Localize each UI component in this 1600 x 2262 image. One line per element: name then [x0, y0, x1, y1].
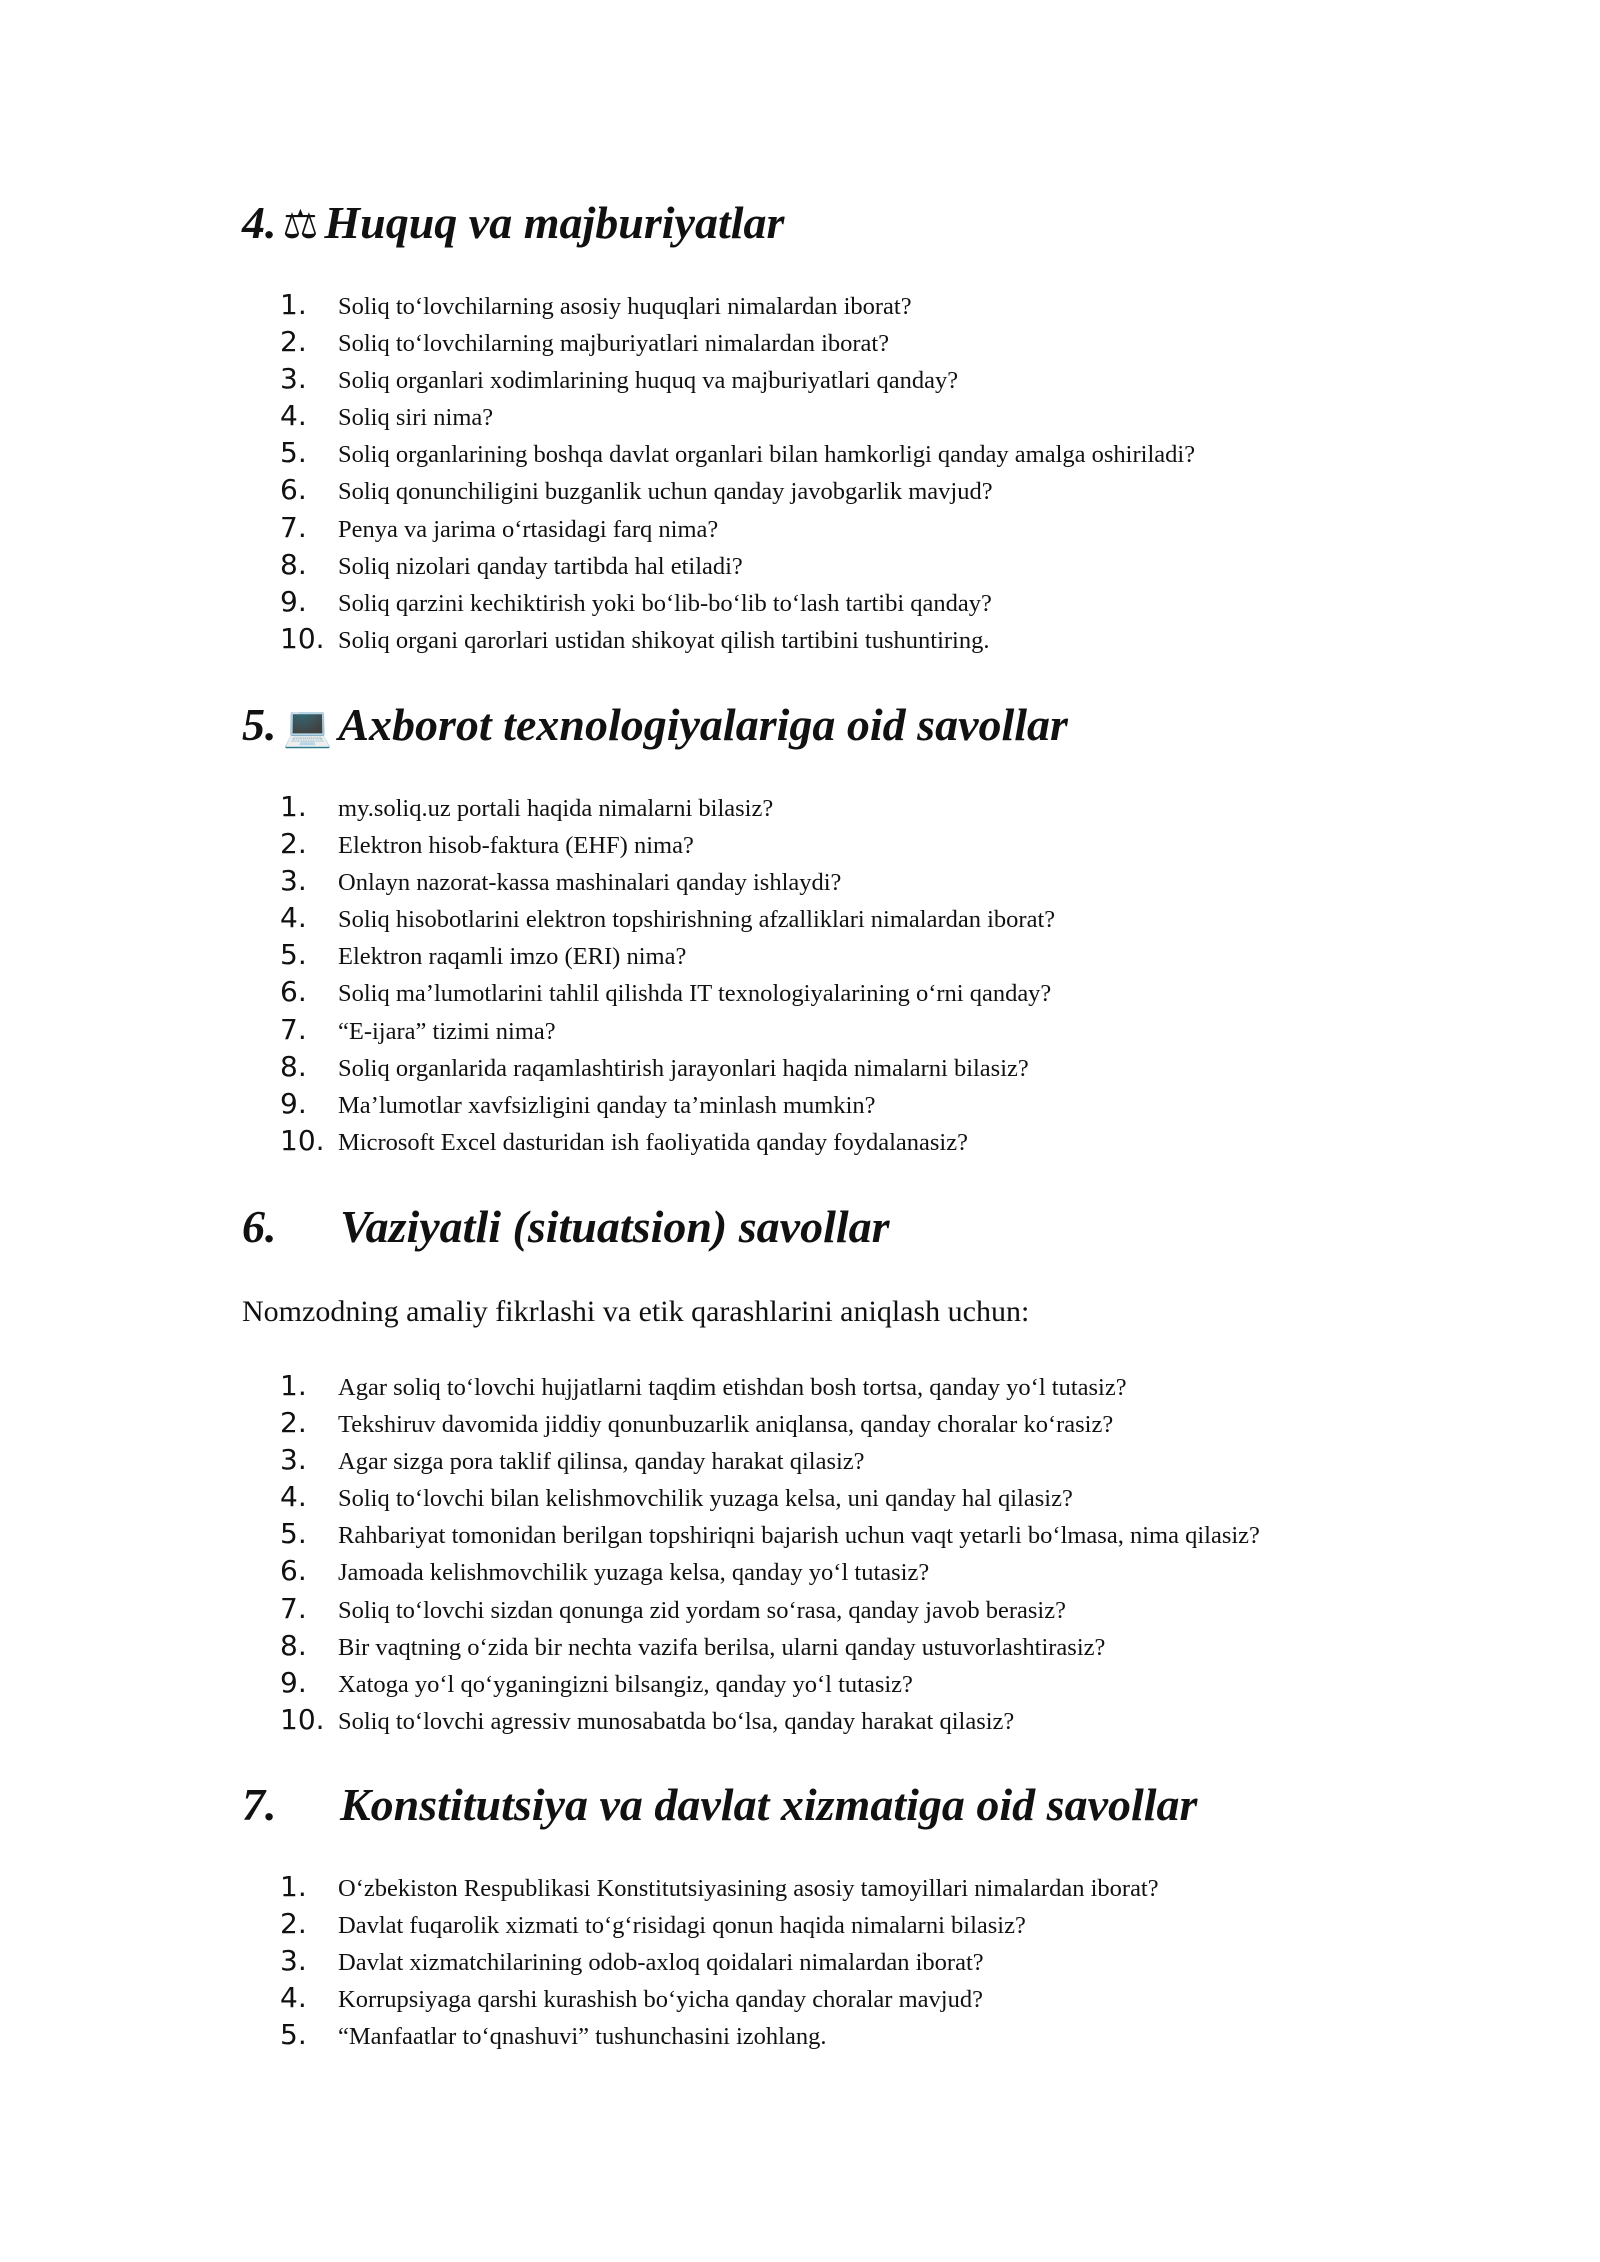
question-text: Soliq nizolari qanday tartibda hal etiladi? [338, 552, 743, 580]
question-number: 7. [280, 510, 307, 544]
section-6-heading [242, 1197, 890, 1257]
balance-scale-icon: ⚖ [282, 202, 319, 248]
question-item [280, 1944, 1159, 1981]
question-item [280, 436, 1195, 473]
question-item [280, 975, 1055, 1012]
section-7-heading [242, 1775, 1197, 1835]
question-text: Xatoga yo‘l qo‘yganingizni bilsangiz, qanday yo‘l tutasiz? [338, 1670, 913, 1698]
question-number: 6. [280, 1554, 307, 1588]
question-text: Jamoada kelishmovchilik yuzaga kelsa, qanday yo‘l tutasiz? [338, 1559, 930, 1587]
section-number: 6. [242, 1201, 277, 1252]
section-6-question-list [280, 1369, 1260, 1740]
question-item [280, 1629, 1260, 1666]
question-number: 1. [280, 288, 307, 321]
question-number: 6. [280, 473, 307, 507]
question-item [280, 362, 1195, 399]
section-5-heading [242, 695, 1068, 757]
question-text: O‘zbekiston Respublikasi Konstitutsiyasining asosiy tamoyillari nimalardan iborat? [338, 1875, 1159, 1902]
section-title: Huquq va majburiyatlar [324, 197, 785, 248]
question-text: “Manfaatlar to‘qnashuvi” tushunchasini izohlang. [338, 2023, 827, 2051]
question-text: Davlat fuqarolik xizmati to‘g‘risidagi qonun haqida nimalarni bilasiz? [338, 1912, 1026, 1940]
section-7-question-list [280, 1870, 1159, 2055]
question-text: my.soliq.uz portali haqida nimalarni bilasiz? [338, 795, 774, 822]
section-5-question-list [280, 790, 1055, 1161]
question-text: Soliq to‘lovchi bilan kelishmovchilik yuzaga kelsa, uni qanday hal qilasiz? [338, 1485, 1073, 1513]
question-number: 4. [280, 1981, 307, 2015]
question-number: 9. [280, 1086, 307, 1120]
question-item [280, 864, 1055, 901]
question-item [280, 511, 1195, 548]
question-number: 7. [280, 1591, 307, 1625]
question-item [280, 901, 1055, 938]
question-number: 8. [280, 547, 307, 581]
section-6-intro: Nomzodning amaliy fikrlashi va etik qarashlarini aniqlash uchun: [242, 1295, 1030, 1328]
section-number: 7. [242, 1779, 277, 1830]
question-item [280, 399, 1195, 436]
question-text: Ma’lumotlar xavfsizligini qanday ta’minlash mumkin? [338, 1091, 876, 1119]
question-text: Soliq organlarining boshqa davlat organlari bilan hamkorligi qanday amalga oshiriladi? [338, 441, 1196, 469]
section-4-question-list [280, 288, 1195, 659]
section-title: Konstitutsiya va davlat xizmatiga oid savollar [340, 1779, 1198, 1830]
question-item [280, 1406, 1260, 1443]
section-title: Axborot texnologiyalariga oid savollar [338, 699, 1068, 750]
question-number: 2. [280, 1406, 307, 1440]
question-number: 4. [280, 399, 307, 433]
question-item [280, 1517, 1260, 1554]
question-number: 9. [280, 584, 307, 618]
question-item [280, 1907, 1159, 1944]
question-text: Soliq qarzini kechiktirish yoki bo‘lib-bo‘lib to‘lash tartibi qanday? [338, 589, 992, 617]
question-number: 1. [280, 790, 307, 823]
question-text: Soliq to‘lovchi agressiv munosabatda bo‘lsa, qanday harakat qilasiz? [338, 1707, 1015, 1735]
section-number: 4. [242, 197, 277, 248]
question-text: Soliq to‘lovchilarning majburiyatlari nimalardan iborat? [338, 330, 890, 358]
question-item [280, 473, 1195, 510]
question-item [280, 938, 1055, 975]
question-text: Soliq hisobotlarini elektron topshirishning afzalliklari nimalardan iborat? [338, 906, 1056, 934]
question-number: 5. [280, 2018, 307, 2052]
section-4-heading [242, 193, 784, 255]
question-text: Agar sizga pora taklif qilinsa, qanday harakat qilasiz? [338, 1448, 865, 1476]
question-number: 3. [280, 1944, 307, 1978]
question-text: Soliq organi qarorlari ustidan shikoyat qilish tartibini tushuntiring. [338, 626, 990, 654]
question-number: 8. [280, 1049, 307, 1083]
question-number: 5. [280, 1517, 307, 1551]
question-number: 1. [280, 1870, 307, 1903]
question-number: 6. [280, 975, 307, 1009]
question-item [280, 288, 1195, 325]
question-item [280, 585, 1195, 622]
question-text: Microsoft Excel dasturidan ish faoliyatida qanday foydalanasiz? [338, 1128, 968, 1156]
question-item [280, 1443, 1260, 1480]
question-number: 1. [280, 1369, 307, 1402]
question-item [280, 1592, 1260, 1629]
question-number: 5. [280, 436, 307, 470]
question-number: 10. [280, 621, 325, 655]
question-text: Soliq qonunchiligini buzganlik uchun qanday javobgarlik mavjud? [338, 478, 993, 506]
question-number: 10. [280, 1702, 325, 1736]
question-number: 3. [280, 864, 307, 898]
question-item [280, 1703, 1260, 1740]
question-text: Soliq siri nima? [338, 404, 494, 432]
question-number: 3. [280, 1443, 307, 1477]
question-item [280, 827, 1055, 864]
question-text: Soliq to‘lovchilarning asosiy huquqlari nimalardan iborat? [338, 293, 912, 320]
question-item [280, 1050, 1055, 1087]
question-item [280, 1480, 1260, 1517]
question-text: Soliq ma’lumotlarini tahlil qilishda IT texnologiyalarining o‘rni qanday? [338, 980, 1052, 1008]
question-item [280, 1870, 1159, 1907]
question-text: Soliq to‘lovchi sizdan qonunga zid yordam so‘rasa, qanday javob berasiz? [338, 1596, 1066, 1624]
question-number: 10. [280, 1123, 325, 1157]
question-item [280, 325, 1195, 362]
question-text: Soliq organlarida raqamlashtirish jarayonlari haqida nimalarni bilasiz? [338, 1054, 1029, 1082]
question-item [280, 1554, 1260, 1591]
question-number: 4. [280, 1480, 307, 1514]
laptop-icon: 💻 [282, 704, 333, 750]
question-item [280, 548, 1195, 585]
question-number: 3. [280, 362, 307, 396]
question-item [280, 622, 1195, 659]
question-number: 9. [280, 1665, 307, 1699]
question-item [280, 1124, 1055, 1161]
question-item [280, 1087, 1055, 1124]
question-item [280, 2018, 1159, 2055]
question-text: Elektron raqamli imzo (ERI) nima? [338, 943, 687, 971]
question-text: Soliq organlari xodimlarining huquq va majburiyatlari qanday? [338, 367, 959, 395]
question-item [280, 1013, 1055, 1050]
question-item [280, 1369, 1260, 1406]
question-number: 5. [280, 938, 307, 972]
question-text: Rahbariyat tomonidan berilgan topshiriqni bajarish uchun vaqt yetarli bo‘lmasa, nima qilasiz? [338, 1522, 1260, 1550]
question-text: Penya va jarima o‘rtasidagi farq nima? [338, 515, 719, 543]
question-number: 2. [280, 325, 307, 359]
question-number: 4. [280, 901, 307, 935]
question-item [280, 790, 1055, 827]
question-number: 2. [280, 1907, 307, 1941]
section-title: Vaziyatli (situatsion) savollar [340, 1201, 890, 1252]
question-number: 7. [280, 1012, 307, 1046]
question-text: “E-ijara” tizimi nima? [338, 1017, 556, 1045]
question-text: Elektron hisob-faktura (EHF) nima? [338, 832, 694, 860]
question-text: Davlat xizmatchilarining odob-axloq qoidalari nimalardan iborat? [338, 1949, 984, 1977]
section-number: 5. [242, 699, 277, 750]
question-number: 2. [280, 827, 307, 861]
question-text: Agar soliq to‘lovchi hujjatlarni taqdim etishdan bosh tortsa, qanday yo‘l tutasiz? [338, 1374, 1127, 1401]
question-text: Korrupsiyaga qarshi kurashish bo‘yicha qanday choralar mavjud? [338, 1986, 983, 2014]
question-text: Tekshiruv davomida jiddiy qonunbuzarlik aniqlansa, qanday choralar ko‘rasiz? [338, 1411, 1114, 1439]
question-number: 8. [280, 1628, 307, 1662]
question-item [280, 1666, 1260, 1703]
question-text: Onlayn nazorat-kassa mashinalari qanday ishlaydi? [338, 869, 842, 897]
question-item [280, 1981, 1159, 2018]
question-text: Bir vaqtning o‘zida bir nechta vazifa berilsa, ularni qanday ustuvorlashtirasiz? [338, 1633, 1106, 1661]
